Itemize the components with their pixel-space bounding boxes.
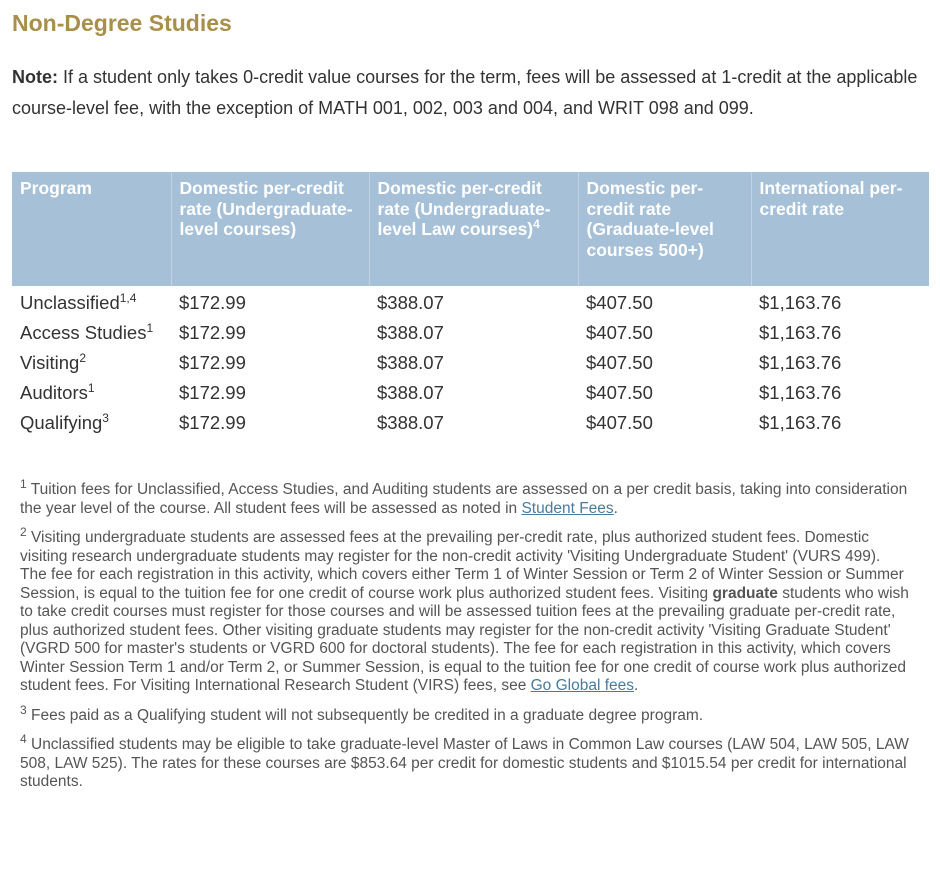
- rate-cell: $172.99: [179, 322, 246, 343]
- rate-cell: $1,163.76: [759, 382, 842, 403]
- header-international: International per-credit rate: [751, 172, 929, 286]
- fee-note: [12, 62, 922, 124]
- program-cell: Visiting$^2$: [20, 350, 86, 373]
- footnote-ref: 2: [79, 350, 86, 365]
- fees-table: [12, 172, 929, 436]
- program-cell: Auditors$^1$: [20, 380, 95, 403]
- rate-cell: $1,163.76: [759, 322, 842, 343]
- rate-cell: $407.50: [586, 382, 653, 403]
- header-domestic-law: Domestic per-credit rate (Undergraduate-level Law courses)$^4$: [369, 172, 578, 286]
- footnote-1: $^1$ Tuition fees for Unclassified, Access Studies, and Auditing students are assessed on a per credit basis, taking into consideration the year level of the course. All student fees will be assessed as noted in Student Fees.: [20, 476, 908, 517]
- table-row: [12, 406, 929, 436]
- header-domestic-undergrad: Domestic per-credit rate (Undergraduate-level courses): [171, 172, 369, 286]
- footnote-ref: 3: [102, 410, 109, 425]
- footnote-ref: 1: [87, 380, 95, 395]
- footnote-number: 2: [20, 524, 27, 539]
- rate-cell: $388.07: [377, 352, 444, 373]
- footnote-4: $^4$ Unclassified students may be eligible to take graduate-level Master of Laws in Common Law courses (LAW 504, LAW 505, LAW 508, LAW 525). The rates for these courses are $853.64 per credit for domestic students and $1015.54 per credit for international students.: [20, 731, 909, 790]
- footnotes: [20, 476, 910, 803]
- rate-cell: $1,163.76: [759, 412, 842, 433]
- table-row: [12, 346, 929, 376]
- rate-cell: $172.99: [179, 382, 246, 403]
- rate-cell: $407.50: [586, 412, 653, 433]
- table-row: [12, 286, 929, 316]
- table-header-row: [12, 172, 929, 286]
- footnote-2: $^2$ Visiting undergraduate students are assessed fees at the prevailing per-credit rate, plus authorized student fees. Domestic visiting research undergraduate students may register for the non-credit activity 'Visiting Undergraduate Student' (VURS 499). The fee for each registration in this activity, which covers either Term 1 of Winter Session or Term 2 of Winter Session or Summer Session, is equal to the tuition fee for one credit of course work plus authorized student fees. Visiting graduate students who wish to take credit courses must register for those courses and will be assessed tuition fees at the prevailing graduate per-credit rate, plus authorized student fees. Other visiting graduate students may register for the non-credit activity 'Visiting Graduate Student' (VGRD 500 for master's students or VGRD 600 for doctoral students). The fee for each registration in this activity, which covers Winter Session Term 1 and/or Term 2, or Summer Session, is equal to the tuition fee for one credit of course work plus authorized student fees. For Visiting International Research Student (VIRS) fees, see Go Global fees.: [20, 524, 909, 694]
- footnote-number: 1: [20, 476, 27, 491]
- header-domestic-graduate: Domestic per-credit rate (Graduate-level courses 500+): [578, 172, 751, 286]
- page-title: Non-Degree Studies: [12, 10, 232, 36]
- rate-cell: $1,163.76: [759, 352, 842, 373]
- header-program: Program: [12, 172, 171, 286]
- footnote-3: $^3$ Fees paid as a Qualifying student will not subsequently be credited in a graduate degree program.: [20, 702, 704, 724]
- rate-cell: $172.99: [179, 292, 246, 313]
- go-global-fees-link[interactable]: Go Global fees: [530, 677, 635, 694]
- footnote-ref: 1,4: [119, 290, 137, 305]
- header-law-footnote-ref: 4: [533, 217, 540, 232]
- rate-cell: $172.99: [179, 412, 246, 433]
- graduate-emphasis: graduate: [712, 584, 778, 602]
- note-label: Note:: [12, 67, 58, 87]
- rate-cell: $407.50: [586, 352, 653, 373]
- footnote-number: 3: [20, 702, 27, 717]
- program-cell: Access Studies$^1$: [20, 320, 154, 343]
- program-cell: Unclassified$^{1,4}$: [20, 290, 137, 313]
- program-cell: Qualifying$^3$: [20, 410, 109, 433]
- rate-cell: $388.07: [377, 382, 444, 403]
- rate-cell: $388.07: [377, 412, 444, 433]
- rate-cell: $388.07: [377, 292, 444, 313]
- student-fees-link[interactable]: Student Fees: [521, 499, 614, 517]
- rate-cell: $407.50: [586, 292, 653, 313]
- table-row: [12, 316, 929, 346]
- rate-cell: $388.07: [377, 322, 444, 343]
- rate-cell: $172.99: [179, 352, 246, 373]
- footnote-ref: 1: [146, 320, 154, 335]
- footnote-number: 4: [20, 731, 27, 746]
- rate-cell: $407.50: [586, 322, 653, 343]
- rate-cell: $1,163.76: [759, 292, 842, 313]
- note-text: If a student only takes 0-credit value courses for the term, fees will be assessed at 1-credit at the applicable course-level fee, with the exception of MATH 001, 002, 003 and 004, and WRIT 098 and 099.: [12, 67, 918, 118]
- table-row: [12, 376, 929, 406]
